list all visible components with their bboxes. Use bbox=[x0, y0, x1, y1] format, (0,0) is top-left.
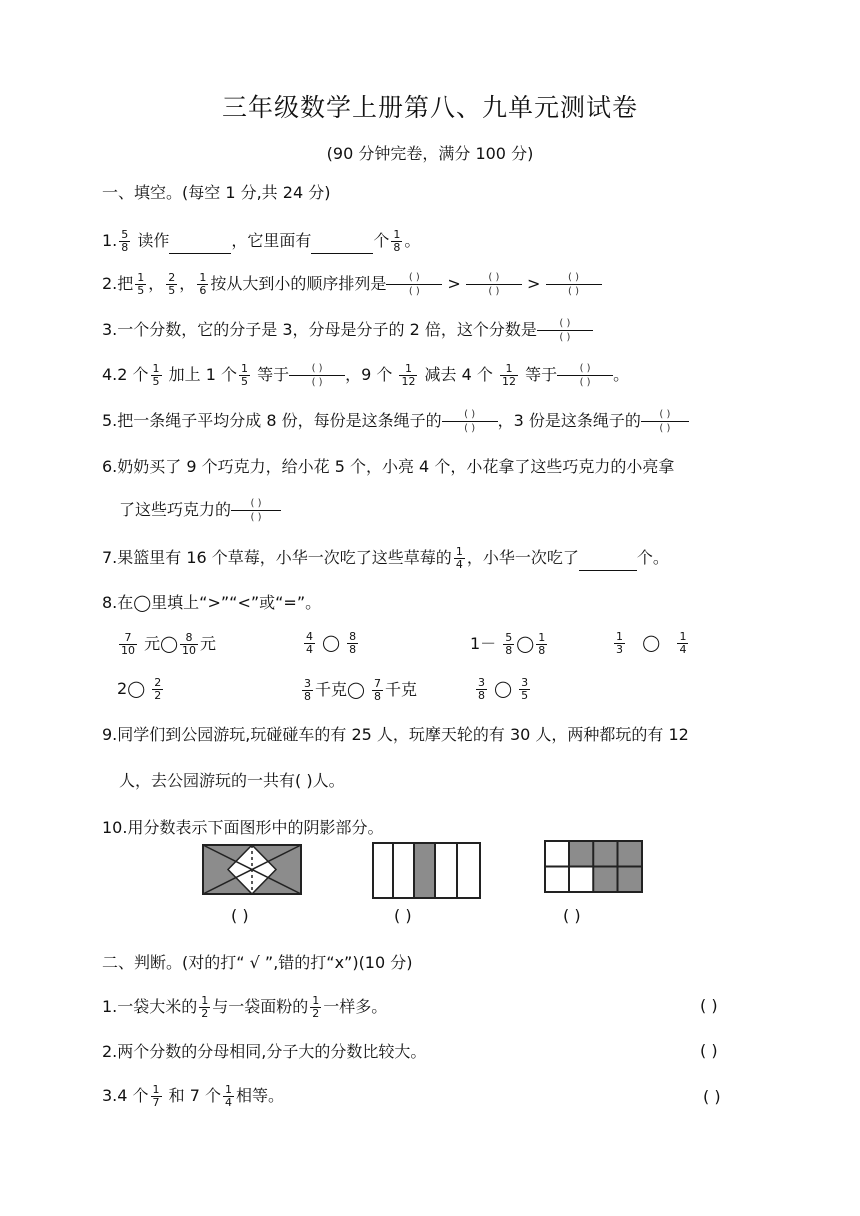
fraction-answer-blank[interactable]: $\frac{( )}{( )}$ bbox=[466, 271, 522, 298]
figure-shaded-rectangle-triangles bbox=[202, 844, 304, 896]
figure-shaded-strips bbox=[372, 842, 482, 900]
question-4: 4.2 个 $\frac{1}{5}$ 加上 1 个 $\frac{1}{5}$ 等于 $\frac{( )}{( )}$ ，9 个 $\frac{1}{12}$ 减去 4 个 $\frac{1}{12}$ 等于 $\frac{( )}{( )}$ 。 bbox=[102, 362, 630, 388]
judge-3: 3.4 个 $\frac{1}{7}$ 和 7 个 $\frac{1}{4}$ 相等。 bbox=[102, 1083, 285, 1109]
fraction-answer-blank[interactable]: $\frac{( )}{( )}$ bbox=[231, 497, 281, 524]
page-title: 三年级数学上册第八、九单元测试卷 bbox=[221, 93, 638, 122]
fraction: $\frac{5}{8}$ bbox=[121, 228, 129, 254]
section-heading-fill-in: 一、填空。(每空 1 分,共 24 分) bbox=[102, 183, 331, 202]
question-8: 8.在◯里填上“>”“<”或“=”。 bbox=[102, 593, 322, 612]
compare-circle[interactable]: ◯ bbox=[642, 633, 661, 652]
fraction: $\frac{1}{4}$ bbox=[455, 545, 463, 571]
compare-circle[interactable]: ◯ bbox=[516, 634, 535, 653]
compare-circle[interactable]: ◯ bbox=[127, 679, 146, 698]
judge-3-answer[interactable]: ( ) bbox=[703, 1087, 721, 1106]
question-6-line-1: 6.奶奶买了 9 个巧克力，给小花 5 个，小亮 4 个，小花拿了这些巧克力的小亮拿 bbox=[102, 457, 675, 476]
fraction: $\frac{1}{8}$ bbox=[393, 228, 401, 254]
fraction-answer-blank[interactable]: $\frac{( )}{( )}$ bbox=[442, 408, 498, 435]
fraction-answer-blank[interactable]: $\frac{( )}{( )}$ bbox=[289, 362, 345, 389]
fraction-answer-blank[interactable]: $\frac{( )}{( )}$ bbox=[641, 408, 689, 435]
question-5: 5.把一条绳子平均分成 8 份，每份是这条绳子的 $\frac{( )}{( )}$ ，3 份是这条绳子的 $\frac{( )}{( )}$ bbox=[102, 408, 689, 435]
answer-paren-figure-2[interactable]: ( ) bbox=[394, 906, 412, 925]
compare-circle[interactable]: ◯ bbox=[322, 633, 340, 652]
compare-item-6: $\frac{3}{8}$ 千克◯ $\frac{7}{8}$ 千克 bbox=[304, 677, 418, 703]
compare-item-7: $\frac{3}{8}$ ◯ $\frac{3}{5}$ bbox=[478, 676, 529, 702]
fraction-answer-blank[interactable]: $\frac{( )}{( )}$ bbox=[386, 271, 442, 298]
question-1: 1. $\frac{5}{8}$ 读作 ，它里面有 个 $\frac{1}{8}$ 。 bbox=[102, 228, 421, 254]
fraction: $\frac{1}{5}$ bbox=[241, 362, 248, 388]
answer-paren-figure-1[interactable]: ( ) bbox=[231, 906, 249, 925]
compare-item-2: $\frac{4}{4}$ ◯ $\frac{8}{8}$ bbox=[306, 630, 357, 656]
compare-item-3: 1－ $\frac{5}{8}$ ◯ $\frac{1}{8}$ bbox=[470, 631, 546, 657]
judge-1-answer[interactable]: ( ) bbox=[700, 996, 718, 1015]
page-subtitle: (90 分钟完卷，满分 100 分) bbox=[326, 144, 534, 163]
judge-2-answer[interactable]: ( ) bbox=[700, 1041, 718, 1060]
compare-item-1: $\frac{7}{10}$ 元◯ $\frac{8}{10}$ 元 bbox=[121, 631, 217, 657]
section-heading-judge: 二、判断。(对的打“ √ ”,错的打“x”)(10 分) bbox=[102, 953, 413, 972]
answer-blank[interactable] bbox=[311, 235, 373, 254]
answer-blank[interactable] bbox=[169, 235, 231, 254]
question-10: 10.用分数表示下面图形中的阴影部分。 bbox=[102, 818, 384, 837]
fraction-answer-blank[interactable]: $\frac{( )}{( )}$ bbox=[546, 271, 602, 298]
fraction: $\frac{1}{5}$ bbox=[137, 271, 145, 297]
compare-circle[interactable]: ◯ bbox=[347, 680, 365, 699]
fraction: $\frac{1}{12}$ bbox=[501, 362, 516, 388]
fraction: $\frac{1}{12}$ bbox=[401, 362, 416, 388]
compare-item-5: 2◯ $\frac{2}{2}$ bbox=[117, 676, 162, 702]
fraction: $\frac{1}{5}$ bbox=[152, 362, 160, 388]
judge-2: 2.两个分数的分母相同,分子大的分数比较大。 bbox=[102, 1042, 427, 1061]
compare-circle[interactable]: ◯ bbox=[494, 679, 512, 698]
compare-item-4: $\frac{1}{3}$ ◯ $\frac{1}{4}$ bbox=[616, 630, 687, 656]
answer-blank[interactable] bbox=[579, 552, 637, 571]
question-9-line-1: 9.同学们到公园游玩,玩碰碰车的有 25 人，玩摩天轮的有 30 人，两种都玩的有 12 bbox=[102, 725, 689, 744]
answer-paren-figure-3[interactable]: ( ) bbox=[563, 906, 581, 925]
compare-circle[interactable]: ◯ bbox=[160, 634, 179, 653]
fraction-answer-blank[interactable]: $\frac{( )}{( )}$ bbox=[537, 317, 593, 344]
question-7: 7.果篮里有 16 个草莓，小华一次吃了这些草莓的 $\frac{1}{4}$ ，小华一次吃了 个。 bbox=[102, 545, 669, 571]
fraction: $\frac{2}{5}$ bbox=[168, 271, 176, 297]
question-3: 3.一个分数，它的分子是 3，分母是分子的 2 倍，这个分数是 $\frac{( )}{( )}$ bbox=[102, 317, 593, 344]
figure-shaded-grid bbox=[544, 840, 644, 894]
question-2: 2.把 $\frac{1}{5}$ ， $\frac{2}{5}$ ， $\frac{1}{6}$ 按从大到小的顺序排列是 $\frac{( )}{( )}$ > $\frac{( )}{( )}$ > $\frac{( )}{( )}$ bbox=[102, 271, 602, 298]
judge-1: 1.一袋大米的 $\frac{1}{2}$ 与一袋面粉的 $\frac{1}{2}$ 一样多。 bbox=[102, 994, 388, 1020]
question-9-line-2: 人，去公园游玩的一共有( )人。 bbox=[119, 771, 345, 790]
fraction: $\frac{1}{6}$ bbox=[199, 271, 207, 297]
question-6-line-2: 了这些巧克力的 $\frac{( )}{( )}$ bbox=[119, 497, 281, 524]
fraction-answer-blank[interactable]: $\frac{( )}{( )}$ bbox=[557, 362, 613, 389]
